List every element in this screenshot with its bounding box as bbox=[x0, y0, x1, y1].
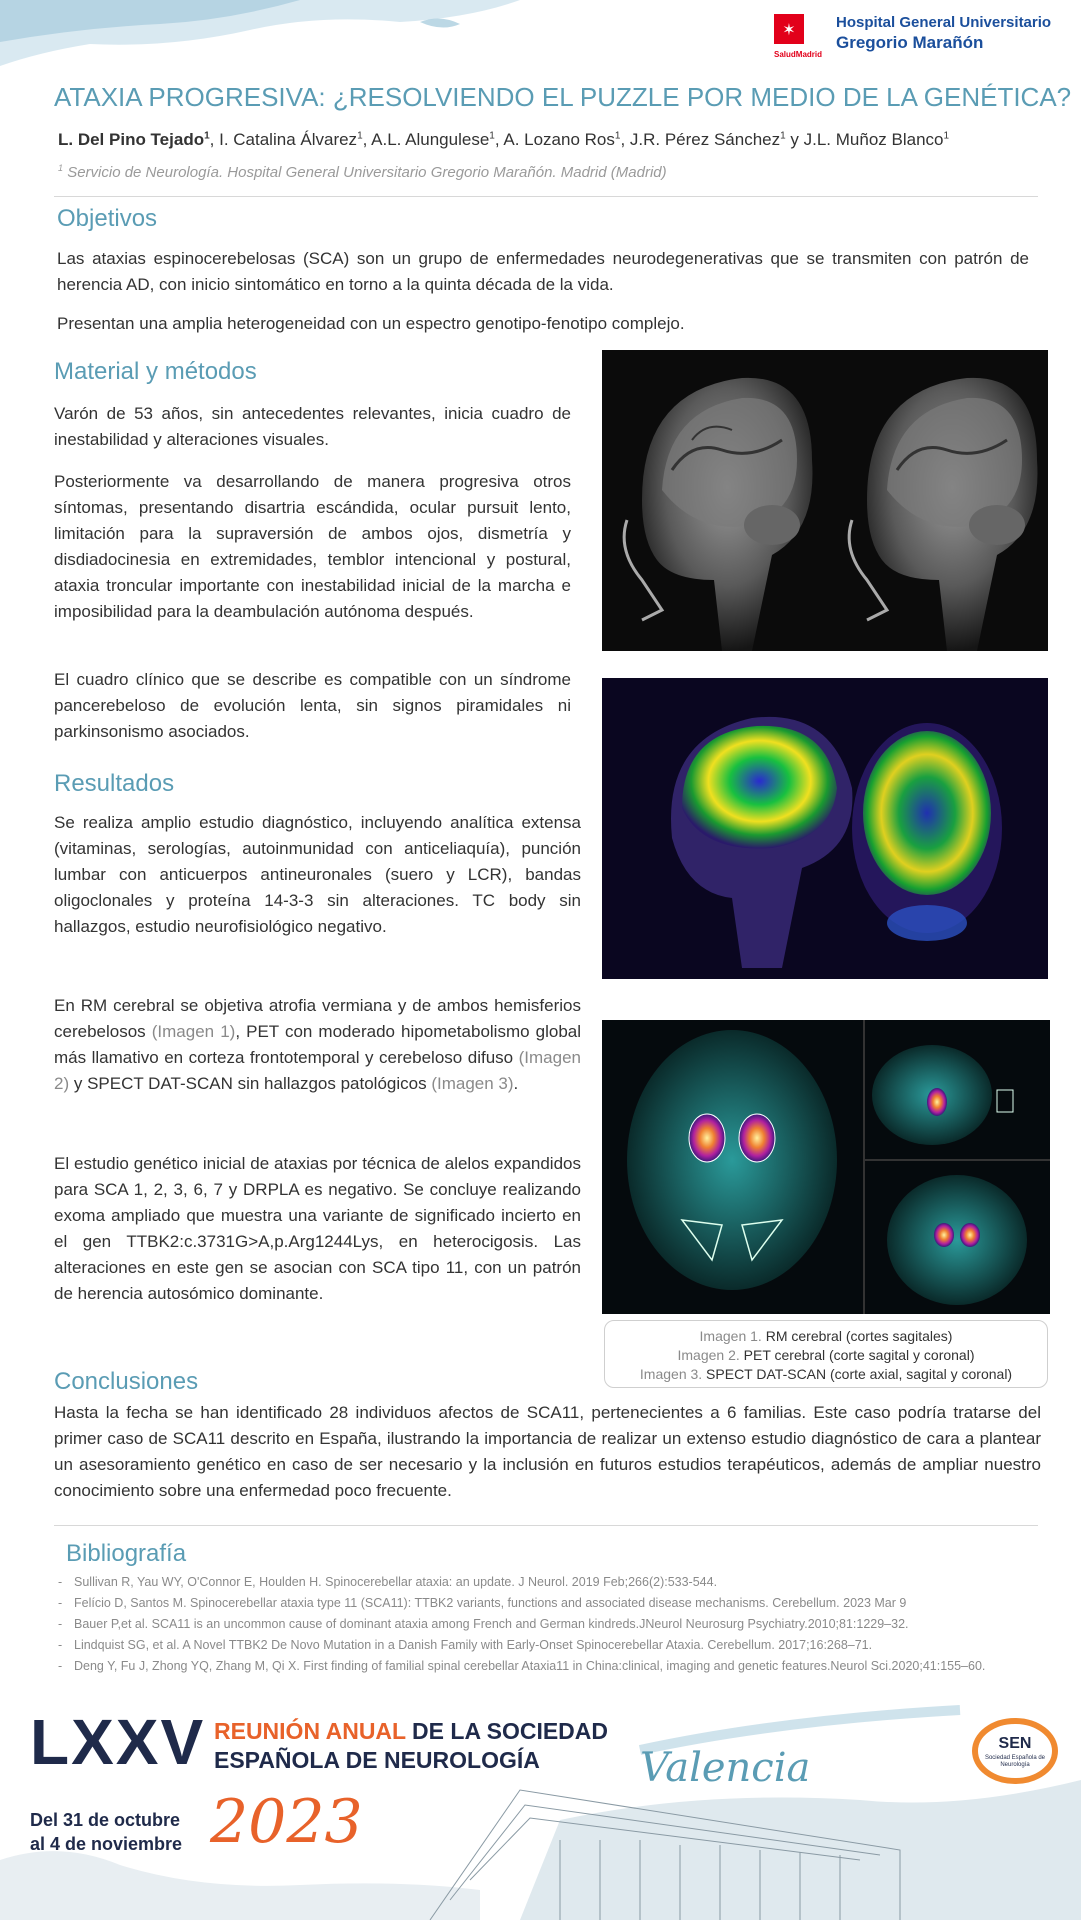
pet-brain-illustration bbox=[602, 678, 1048, 979]
footer-roman-numeral: LXXV bbox=[30, 1706, 206, 1778]
bibliography-item: - Lindquist SG, et al. A Novel TTBK2 De Novo Mutation in a Danish Family with Early-Onset Spinocerebellar Ataxia. Cerebellum. 2017;16:268–71. bbox=[54, 1636, 1029, 1655]
resultados-paragraph-3: El estudio genético inicial de ataxias por técnica de alelos expandidos para SCA 1, 2, 3, 6, 7 y DRPLA es negativo. Se concluye realizando exoma ampliado que muestra una variante de significado incierto en el gen TTBK2:c.3731G>A,p.Arg1244Lys, en heterocigosis. Las alteraciones en este gen se asocian con SCA tipo 11, con un patrón de herencia autosómico dominante. bbox=[54, 1154, 581, 1303]
bibliography-item: - Deng Y, Fu J, Zhong YQ, Zhang M, Qi X. First finding of familial spinal cerebellar Ataxia11 in China:clinical, imaging and genetic features.Neurol Sci.2020;41:155–60. bbox=[54, 1657, 1029, 1676]
caption-imagen-1: Imagen 1. RM cerebral (cortes sagitales) bbox=[699, 1328, 953, 1344]
sen-logo: SEN Sociedad Española de Neurología bbox=[970, 1715, 1060, 1793]
salud-madrid-text: SaludMadrid bbox=[774, 50, 823, 59]
footer-reunion: REUNIÓN ANUAL DE LA SOCIEDAD ESPAÑOLA DE NEUROLOGÍA bbox=[214, 1718, 608, 1773]
pet-brain-image bbox=[602, 678, 1048, 979]
divider bbox=[54, 1525, 1038, 1526]
section-heading-conclusiones: Conclusiones bbox=[54, 1368, 199, 1395]
hospital-name-line2: Gregorio Marañón bbox=[836, 33, 984, 52]
bibliography-item: - Felício D, Santos M. Spinocerebellar ataxia type 11 (SCA11): TTBK2 variants, functions and associated disease mechanisms. Cerebellum. 2023 Mar 9 bbox=[54, 1594, 1029, 1613]
poster-title: ATAXIA PROGRESIVA: ¿RESOLVIENDO EL PUZZLE POR MEDIO DE LA GENÉTICA? bbox=[54, 82, 1072, 112]
footer-city: Valencia bbox=[640, 1745, 811, 1791]
caption-imagen-3: Imagen 3. SPECT DAT-SCAN (corte axial, sagital y coronal) bbox=[639, 1366, 1013, 1382]
section-heading-material: Material y métodos bbox=[54, 358, 257, 385]
imagen-1-reference: (Imagen 1) bbox=[151, 1022, 236, 1041]
hospital-name-line1: Hospital General Universitario bbox=[836, 14, 1052, 31]
objetivos-paragraph-2: Presentan una amplia heterogeneidad con un espectro genotipo-fenotipo complejo. bbox=[57, 314, 685, 333]
affiliation: $^1$ Servicio de Neurología. Hospital General Universitario Gregorio Marañón. Madrid (Madrid) bbox=[58, 163, 667, 181]
imagen-2-reference: (Imagen 2) bbox=[54, 1048, 581, 1093]
material-paragraph-3: El cuadro clínico que se describe es compatible con un síndrome pancerebeloso de evolución lenta, sin signos piramidales ni parkinsonismo asociados. bbox=[54, 670, 571, 741]
mri-brain-illustration bbox=[602, 350, 1048, 651]
material-paragraph-2: Posteriormente va desarrollando de manera progresiva otros síntomas, presentando disartria escándida, ocular pursuit lento, limitación para la supraversión de ambos ojos, dismetría y disdiadocinesia en extremidades, temblor intencional y postural, ataxia troncular importante con inestabilidad inicial de la marcha e imposibilidad para la deambulación autónoma después. bbox=[54, 472, 571, 621]
mri-sagittal-image bbox=[602, 350, 1048, 651]
image-captions-box bbox=[604, 1320, 1048, 1388]
header-watercolor-decoration bbox=[0, 0, 560, 70]
hospital-logo bbox=[836, 14, 1071, 56]
divider bbox=[54, 196, 1038, 197]
bibliography-item: - Bauer P,et al. SCA11 is an uncommon cause of dominant ataxia among French and German kindreds.JNeurol Neurosurg Psychiatry.2010;81:1229–32. bbox=[54, 1615, 1029, 1634]
section-heading-resultados: Resultados bbox=[54, 770, 175, 797]
imagen-3-reference: (Imagen 3) bbox=[431, 1074, 514, 1093]
footer-year: 2023 bbox=[210, 1787, 363, 1857]
bibliography-list bbox=[54, 1573, 1029, 1676]
salud-madrid-logo bbox=[774, 14, 823, 59]
authors: L. Del Pino Tejado$^1$, I. Catalina Álvarez$^1$, A.L. Alungulese$^1$, A. Lozano Ros$^1$, J.R. Pérez Sánchez$^1$ y J.L. Muñoz Blanco$^1$ bbox=[58, 130, 950, 149]
material-paragraph-1: Varón de 53 años, sin antecedentes relevantes, inicia cuadro de inestabilidad y alteraciones visuales. bbox=[54, 404, 571, 449]
section-heading-objetivos: Objetivos bbox=[57, 205, 158, 232]
objetivos-paragraph-1: Las ataxias espinocerebelosas (SCA) son un grupo de enfermedades neurodegenerativas que se transmiten con patrón de herencia AD, con inicio sintomático en torno a la quinta década de la vida. bbox=[57, 249, 1029, 294]
sen-logo-icon bbox=[970, 1715, 1060, 1793]
resultados-paragraph-1: Se realiza amplio estudio diagnóstico, incluyendo analítica extensa (vitaminas, serologías, autoinmunidad con anticeliaquía), punción lumbar con anticuerpos antineuronales (suero y LCR), bandas oligoclonales y proteína 14-3-3 sin alteraciones. TC body sin hallazgos, estudio neurofisiológico negativo. bbox=[54, 813, 581, 936]
resultados-paragraph-2: En RM cerebral se objetiva atrofia vermiana y de ambos hemisferios cerebelosos (Imagen 1), PET con moderado hipometabolismo global más llamativo en corteza frontotemporal y cerebeloso difuso (Imagen 2) y SPECT DAT-SCAN sin hallazgos patológicos (Imagen 3). bbox=[54, 996, 582, 1093]
spect-datscan-illustration bbox=[602, 1020, 1050, 1314]
conclusiones-paragraph: Hasta la fecha se han identificado 28 individuos afectos de SCA11, pertenecientes a 6 familias. Este caso podría tratarse del primer caso de SCA11 descrito en España, ilustrando la importancia de realizar un extenso estudio diagnóstico de cara a plantear un asesoramiento genético en caso de ser necesario y la inclusión en futuros estudios terapéuticos, además de ampliar nuestro conocimiento sobre una enfermedad poco frecuente. bbox=[54, 1403, 1041, 1500]
svg-text:✶: ✶ bbox=[782, 20, 796, 39]
spect-datscan-image bbox=[602, 1020, 1050, 1314]
caption-imagen-2: Imagen 2. PET cerebral (corte sagital y coronal) bbox=[677, 1347, 975, 1363]
footer-dates: Del 31 de octubre al 4 de noviembre bbox=[30, 1810, 183, 1854]
bibliography-item: - Sullivan R, Yau WY, O'Connor E, Houlden H. Spinocerebellar ataxia: an update. J Neurol. 2019 Feb;266(2):533-544. bbox=[54, 1573, 1029, 1592]
madrid-stars-icon bbox=[774, 14, 804, 44]
first-author: L. Del Pino Tejado bbox=[58, 130, 205, 149]
section-heading-bibliografia: Bibliografía bbox=[66, 1540, 187, 1567]
